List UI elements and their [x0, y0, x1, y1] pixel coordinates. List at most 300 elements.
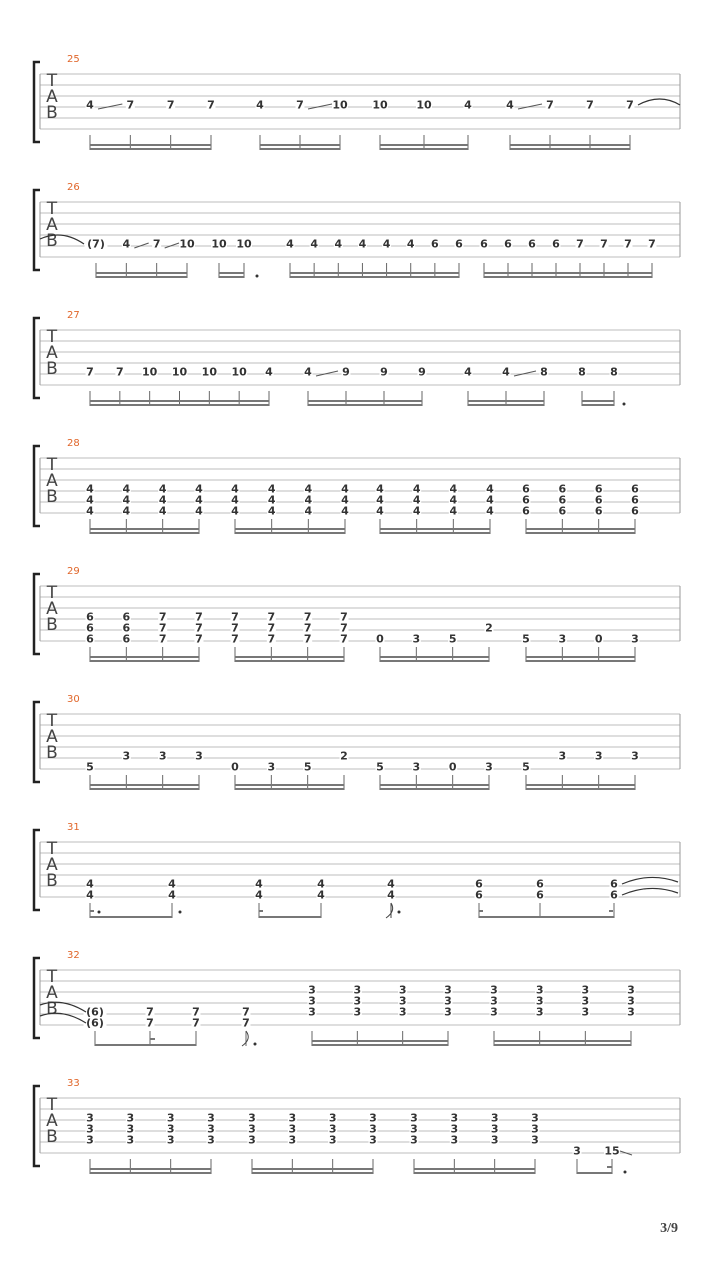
beam	[312, 1044, 448, 1046]
fret-number: 4	[267, 493, 276, 507]
beam	[90, 1168, 211, 1170]
fret-number: 3	[581, 994, 590, 1008]
fret-number: 4	[265, 365, 273, 379]
fret-number: 9	[342, 365, 350, 379]
beam	[494, 1044, 631, 1046]
fret-number: 4	[304, 504, 313, 518]
beam	[90, 528, 199, 530]
beam	[290, 272, 459, 274]
fret-number: 4	[195, 504, 203, 518]
fret-number: 4	[86, 482, 94, 496]
fret-number: 3	[531, 1133, 539, 1147]
fret-number: 3	[166, 1111, 175, 1125]
tab-clef-letter: B	[46, 615, 58, 635]
fret-number: 3	[594, 749, 603, 763]
fret-number: 6	[631, 504, 639, 518]
tab-clef-letter: T	[46, 711, 58, 731]
fret-number: 3	[207, 1111, 215, 1125]
fret-number: 5	[448, 632, 457, 646]
beam	[380, 656, 489, 658]
fret-number: 7	[86, 365, 94, 379]
system-bracket	[34, 318, 40, 398]
fret-number: 4	[486, 504, 494, 518]
fret-number: 4	[304, 365, 312, 379]
fret-number: 3	[86, 1122, 94, 1136]
fret-number: 6	[594, 504, 603, 518]
tie-mark	[622, 888, 678, 895]
fret-number: 7	[126, 98, 135, 112]
tab-clef-letter: A	[46, 983, 58, 1003]
fret-number: 6	[475, 877, 483, 891]
fret-number: 3	[444, 1005, 452, 1019]
fret-number: 7	[576, 237, 584, 251]
beam	[235, 784, 344, 786]
fret-number: 3	[627, 1005, 635, 1019]
fret-number: 6	[558, 493, 567, 507]
fret-number: 3	[535, 994, 544, 1008]
tab-clef-letter: T	[46, 71, 58, 91]
fret-number: 3	[166, 1133, 175, 1147]
measure-number: 30	[67, 694, 80, 705]
fret-number: 3	[353, 994, 362, 1008]
fret-number: 0	[376, 632, 384, 646]
beam	[308, 400, 422, 402]
tab-clef-letter: T	[46, 839, 58, 859]
measure-number: 25	[67, 54, 80, 65]
fret-number: 6	[631, 493, 639, 507]
fret-number: 4	[376, 493, 384, 507]
beam	[259, 916, 321, 918]
beam	[380, 788, 489, 790]
dot-mark	[254, 1043, 257, 1046]
beam	[260, 144, 340, 146]
fret-number: 3	[410, 1122, 418, 1136]
fret-number: 3	[267, 760, 276, 774]
fret-number: 4	[406, 237, 415, 251]
fret-number: 4	[486, 482, 494, 496]
beam	[479, 916, 614, 918]
tab-clef-letter: A	[46, 343, 58, 363]
fret-number: 7	[303, 610, 312, 624]
tab-clef-letter: A	[46, 87, 58, 107]
fret-number: 7	[340, 610, 348, 624]
beam	[494, 1040, 631, 1042]
beam	[484, 272, 652, 274]
fret-number: 4	[382, 237, 391, 251]
fret-number: 7	[303, 621, 312, 635]
beam	[526, 788, 635, 790]
fret-number: 3	[490, 1005, 498, 1019]
fret-number: 3	[490, 994, 498, 1008]
fret-number: 4	[310, 237, 318, 251]
fret-number: 4	[231, 482, 239, 496]
system-bracket	[34, 190, 40, 270]
beam	[96, 272, 187, 274]
fret-number: 4	[486, 493, 494, 507]
tie-mark	[638, 99, 680, 105]
fret-number: 5	[303, 760, 312, 774]
fret-number: 8	[610, 365, 618, 379]
fret-number: 10	[231, 365, 247, 379]
fret-number: 3	[126, 1111, 135, 1125]
fret-number: 3	[328, 1122, 337, 1136]
fret-number: 4	[86, 888, 94, 902]
fret-number: 8	[578, 365, 586, 379]
beam	[90, 660, 199, 662]
beam-stub	[607, 1166, 612, 1168]
beam	[380, 532, 490, 534]
fret-number: 3	[581, 1005, 590, 1019]
fret-number: 5	[522, 760, 530, 774]
beam	[90, 144, 211, 146]
fret-number: 3	[248, 1133, 256, 1147]
fret-number: 10	[179, 237, 195, 251]
fret-number: 3	[412, 760, 421, 774]
fret-number: 8	[540, 365, 548, 379]
fret-number: 10	[236, 237, 252, 251]
fret-number: 2	[485, 621, 493, 635]
fret-number: 4	[387, 888, 395, 902]
beam	[290, 276, 459, 278]
tab-clef-letter: A	[46, 1111, 58, 1131]
fret-number: 3	[531, 1122, 539, 1136]
fret-number: 6	[536, 877, 544, 891]
fret-number: 4	[122, 504, 131, 518]
fret-number: 3	[581, 983, 590, 997]
fret-number: 6	[522, 493, 530, 507]
fret-number: 4	[506, 98, 514, 112]
fret-number: 3	[398, 994, 407, 1008]
fret-number: 4	[376, 482, 384, 496]
fret-number: 3	[558, 632, 567, 646]
fret-number: 6	[480, 237, 488, 251]
fret-number: 6	[610, 877, 618, 891]
fret-number: 7	[146, 1016, 154, 1030]
beam	[90, 532, 199, 534]
fret-number: 4	[195, 493, 203, 507]
tie-mark	[622, 877, 678, 884]
fret-number: 7	[158, 632, 167, 646]
measure-number: 26	[67, 182, 80, 193]
tab-clef-letter: A	[46, 727, 58, 747]
fret-number: 4	[267, 482, 276, 496]
beam	[252, 1168, 373, 1170]
beam	[90, 148, 211, 150]
fret-number: 3	[288, 1133, 297, 1147]
fret-number: 4	[86, 504, 94, 518]
beam	[312, 1040, 448, 1042]
fret-number: 3	[288, 1122, 297, 1136]
tab-clef-letter: A	[46, 855, 58, 875]
fret-number: 6	[594, 482, 603, 496]
fret-number: 4	[168, 888, 176, 902]
beam	[90, 404, 269, 406]
fret-number: 5	[522, 632, 530, 646]
fret-number: 7	[626, 98, 634, 112]
tab-clef-letter: T	[46, 583, 58, 603]
tab-clef-letter: T	[46, 967, 58, 987]
fret-number: 10	[372, 98, 388, 112]
fret-number: 3	[444, 994, 452, 1008]
tab-clef-letter: B	[46, 743, 58, 763]
fret-number: 6	[475, 888, 483, 902]
fret-number: 3	[535, 983, 544, 997]
beam	[219, 272, 244, 274]
fret-number: 3	[328, 1133, 337, 1147]
fret-number: 3	[450, 1133, 459, 1147]
fret-number: 3	[126, 1133, 135, 1147]
fret-number: 7	[624, 237, 632, 251]
fret-number: 7	[195, 621, 203, 635]
fret-number: 7	[267, 610, 276, 624]
fret-number: 2	[340, 749, 348, 763]
beam	[90, 916, 172, 918]
fret-number: 7	[242, 1016, 250, 1030]
fret-number: 4	[122, 482, 131, 496]
fret-number: 10	[416, 98, 432, 112]
beam	[95, 1044, 196, 1046]
fret-number: 10	[171, 365, 188, 379]
fret-number: 0	[594, 632, 603, 646]
fret-number: 7	[546, 98, 554, 112]
fret-number: 6	[122, 632, 131, 646]
fret-number: 7	[158, 621, 167, 635]
fret-number: 4	[304, 482, 313, 496]
fret-number: 3	[308, 983, 316, 997]
fret-number: 4	[86, 877, 94, 891]
fret-number: 6	[122, 621, 131, 635]
fret-number: 10	[201, 365, 217, 379]
system-bracket	[34, 1086, 40, 1166]
fret-number: 4	[286, 237, 294, 251]
fret-number: 3	[410, 1111, 418, 1125]
fret-number: 3	[328, 1111, 337, 1125]
fret-number: 6	[610, 888, 618, 902]
beam	[380, 660, 489, 662]
fret-number: 3	[353, 983, 362, 997]
dot-mark	[398, 911, 401, 914]
fret-number: 9	[418, 365, 426, 379]
flag-mark	[242, 1031, 248, 1046]
fret-number: 3	[444, 983, 452, 997]
beam	[526, 656, 635, 658]
beam-stub	[150, 1038, 155, 1040]
fret-number: 3	[369, 1111, 377, 1125]
fret-number: 5	[86, 760, 94, 774]
measure-number: 28	[67, 438, 80, 449]
tab-clef-letter: A	[46, 599, 58, 619]
beam	[96, 276, 187, 278]
fret-number: 6	[455, 237, 463, 251]
fret-number: 7	[192, 1016, 200, 1030]
fret-number: 3	[490, 1122, 499, 1136]
fret-number: 7	[146, 1005, 154, 1019]
tab-clef-letter: B	[46, 999, 58, 1019]
beam	[219, 276, 244, 278]
beam	[90, 784, 199, 786]
fret-number: 0	[231, 760, 239, 774]
fret-number: (6)	[86, 1005, 104, 1019]
fret-number: 3	[126, 1122, 135, 1136]
beam	[526, 660, 635, 662]
fret-number: 3	[369, 1122, 377, 1136]
beam	[308, 404, 422, 406]
fret-number: 3	[485, 760, 493, 774]
fret-number: 7	[152, 237, 161, 251]
tab-clef-letter: B	[46, 359, 58, 379]
fret-number: 3	[490, 983, 498, 997]
beam	[90, 1172, 211, 1174]
system-bracket	[34, 958, 40, 1038]
fret-number: 4	[317, 888, 325, 902]
fret-number: 4	[255, 888, 263, 902]
fret-number: 7	[231, 621, 239, 635]
fret-number: 4	[464, 365, 472, 379]
beam	[90, 788, 199, 790]
fret-number: 3	[573, 1144, 581, 1158]
fret-number: 4	[122, 237, 131, 251]
beam	[510, 148, 630, 150]
fret-number: 4	[231, 504, 239, 518]
fret-number: 4	[317, 877, 325, 891]
beam	[414, 1172, 535, 1174]
fret-number: 7	[303, 632, 312, 646]
fret-number: 3	[531, 1111, 539, 1125]
beam-stub	[609, 910, 613, 912]
dot-mark	[624, 1171, 627, 1174]
flag-mark	[386, 903, 393, 918]
fret-number: 3	[410, 1133, 418, 1147]
fret-number: 7	[207, 98, 215, 112]
fret-number: 3	[207, 1133, 215, 1147]
beam	[468, 404, 544, 406]
beam	[235, 532, 345, 534]
fret-number: (6)	[86, 1016, 104, 1030]
fret-number: 4	[158, 482, 167, 496]
fret-number: (7)	[87, 237, 105, 251]
fret-number: 7	[192, 1005, 200, 1019]
fret-number: 3	[558, 749, 567, 763]
beam	[90, 400, 269, 402]
fret-number: 6	[122, 610, 131, 624]
fret-number: 7	[600, 237, 608, 251]
fret-number: 10	[332, 98, 348, 112]
tab-clef-letter: B	[46, 871, 58, 891]
fret-number: 3	[450, 1111, 459, 1125]
measure-number: 33	[67, 1078, 80, 1089]
fret-number: 4	[464, 98, 472, 112]
fret-number: 3	[627, 983, 635, 997]
fret-number: 4	[168, 877, 176, 891]
beam-stub	[259, 910, 263, 912]
fret-number: 3	[450, 1122, 459, 1136]
fret-number: 3	[248, 1111, 256, 1125]
beam	[526, 528, 635, 530]
fret-number: 3	[631, 632, 639, 646]
beam	[380, 148, 468, 150]
fret-number: 0	[448, 760, 457, 774]
fret-number: 4	[195, 482, 203, 496]
fret-number: 7	[296, 98, 304, 112]
fret-number: 7	[242, 1005, 250, 1019]
system-bracket	[34, 702, 40, 782]
beam	[380, 528, 490, 530]
fret-number: 7	[648, 237, 656, 251]
fret-number: 7	[195, 610, 203, 624]
beam	[380, 784, 489, 786]
beam	[510, 144, 630, 146]
fret-number: 4	[387, 877, 395, 891]
fret-number: 4	[502, 365, 510, 379]
system-bracket	[34, 574, 40, 654]
fret-number: 10	[142, 365, 158, 379]
dot-mark	[623, 403, 626, 406]
system-bracket	[34, 62, 40, 142]
fret-number: 3	[353, 1005, 362, 1019]
fret-number: 4	[231, 493, 239, 507]
fret-number: 6	[86, 621, 94, 635]
fret-number: 4	[449, 482, 458, 496]
measure-number: 31	[67, 822, 80, 833]
fret-number: 4	[449, 493, 458, 507]
fret-number: 9	[380, 365, 388, 379]
beam	[235, 656, 344, 658]
tab-clef-letter: A	[46, 471, 58, 491]
fret-number: 4	[86, 98, 94, 112]
fret-number: 3	[86, 1111, 94, 1125]
fret-number: 10	[211, 237, 227, 251]
fret-number: 4	[304, 493, 313, 507]
fret-number: 4	[256, 98, 264, 112]
fret-number: 3	[490, 1133, 499, 1147]
fret-number: 3	[166, 1122, 175, 1136]
beam	[260, 148, 340, 150]
fret-number: 7	[166, 98, 175, 112]
fret-number: 4	[158, 504, 167, 518]
fret-number: 3	[308, 994, 316, 1008]
fret-number: 7	[340, 632, 348, 646]
beam-stub	[479, 910, 483, 912]
fret-number: 7	[586, 98, 594, 112]
fret-number: 4	[341, 493, 349, 507]
dot-mark	[256, 275, 259, 278]
measure-number: 27	[67, 310, 80, 321]
fret-number: 3	[195, 749, 203, 763]
fret-number: 4	[412, 482, 421, 496]
fret-number: 7	[116, 365, 124, 379]
fret-number: 3	[369, 1133, 377, 1147]
system-bracket	[34, 830, 40, 910]
beam	[577, 1172, 612, 1174]
fret-number: 4	[86, 493, 94, 507]
beam	[235, 528, 345, 530]
fret-number: 6	[86, 632, 94, 646]
fret-number: 7	[267, 621, 276, 635]
tab-clef-letter: T	[46, 1095, 58, 1115]
fret-number: 7	[267, 632, 276, 646]
fret-number: 4	[376, 504, 384, 518]
fret-number: 3	[627, 994, 635, 1008]
beam-stub	[90, 910, 94, 912]
fret-number: 3	[122, 749, 131, 763]
fret-number: 15	[604, 1144, 620, 1158]
fret-number: 4	[267, 504, 276, 518]
fret-number: 6	[528, 237, 536, 251]
fret-number: 3	[158, 749, 167, 763]
fret-number: 7	[231, 610, 239, 624]
fret-number: 4	[334, 237, 343, 251]
fret-number: 7	[231, 632, 239, 646]
